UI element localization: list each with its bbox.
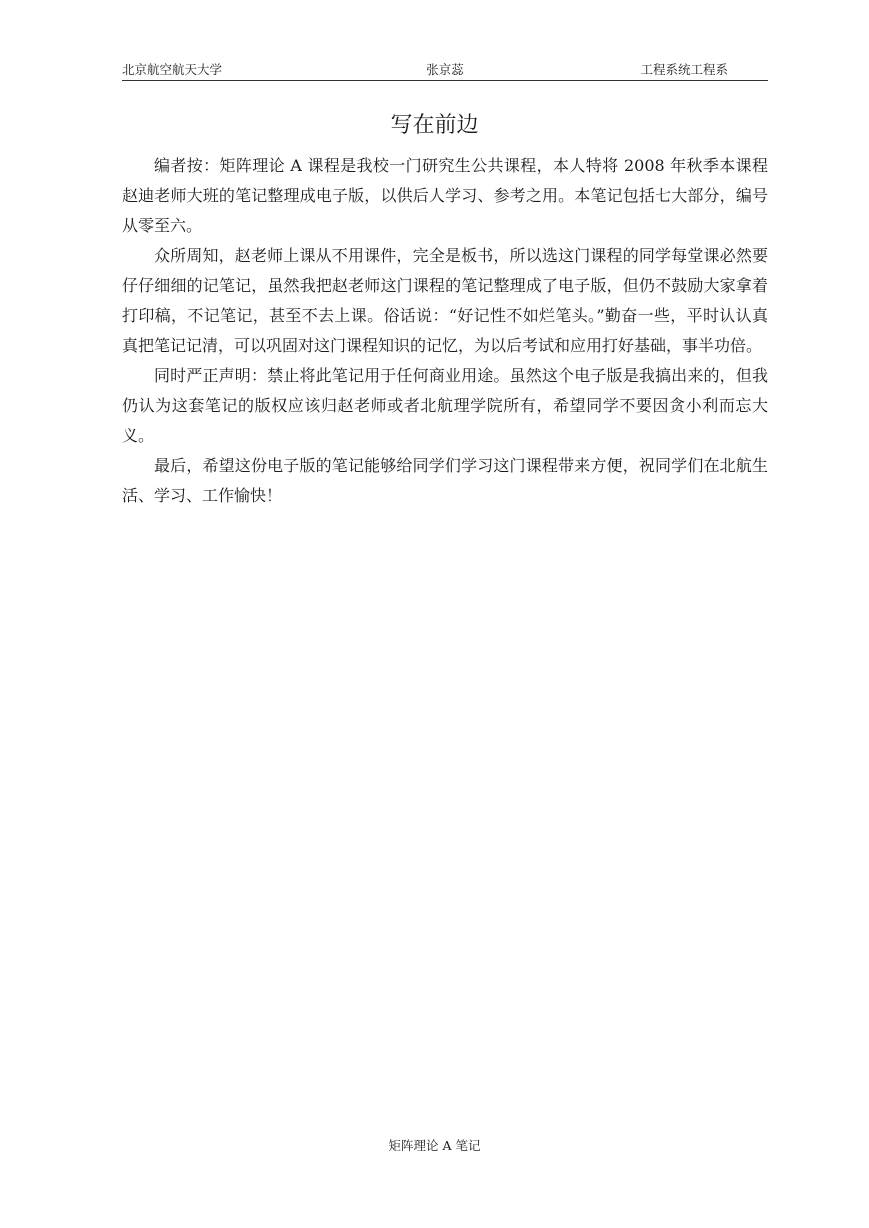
header-author: 张京蕊 bbox=[426, 62, 464, 77]
page-footer: 矩阵理论 A 笔记 bbox=[388, 1138, 481, 1153]
page-header bbox=[122, 62, 768, 81]
header-university: 北京航空航天大学 bbox=[122, 62, 223, 77]
paragraph-note-taking: 众所周知，赵老师上课从不用课件，完全是板书，所以选这门课程的同学每堂课必然要仔仔细细的记笔记，虽然我把赵老师这门课程的笔记整理成了电子版，但仍不鼓励大家拿着打印稿，不记笔记，甚至不去上课。俗话说：“好记性不如烂笔头。”勤奋一些，平时认认真真把笔记记清，可以巩固对这门课程知识的记忆，为以后考试和应用打好基础，事半功倍。 bbox=[122, 246, 768, 355]
body-text bbox=[122, 151, 768, 511]
page-title: 写在前边 bbox=[390, 113, 479, 138]
header-department: 工程系统工程系 bbox=[640, 62, 728, 77]
paragraph-copyright-statement: 同时严正声明：禁止将此笔记用于任何商业用途。虽然这个电子版是我搞出来的，但我仍认为这套笔记的版权应该归赵老师或者北航理学院所有，希望同学不要因贪小利而忘大义。 bbox=[122, 366, 768, 445]
paragraph-closing-wishes: 最后，希望这份电子版的笔记能够给同学们学习这门课程带来方便，祝同学们在北航生活、学习、工作愉快！ bbox=[122, 456, 768, 505]
paragraph-editor-note: 编者按：矩阵理论 A 课程是我校一门研究生公共课程，本人特将 2008 年秋季本课程赵迪老师大班的笔记整理成电子版，以供后人学习、参考之用。本笔记包括七大部分，编号从零至六。 bbox=[122, 156, 768, 235]
